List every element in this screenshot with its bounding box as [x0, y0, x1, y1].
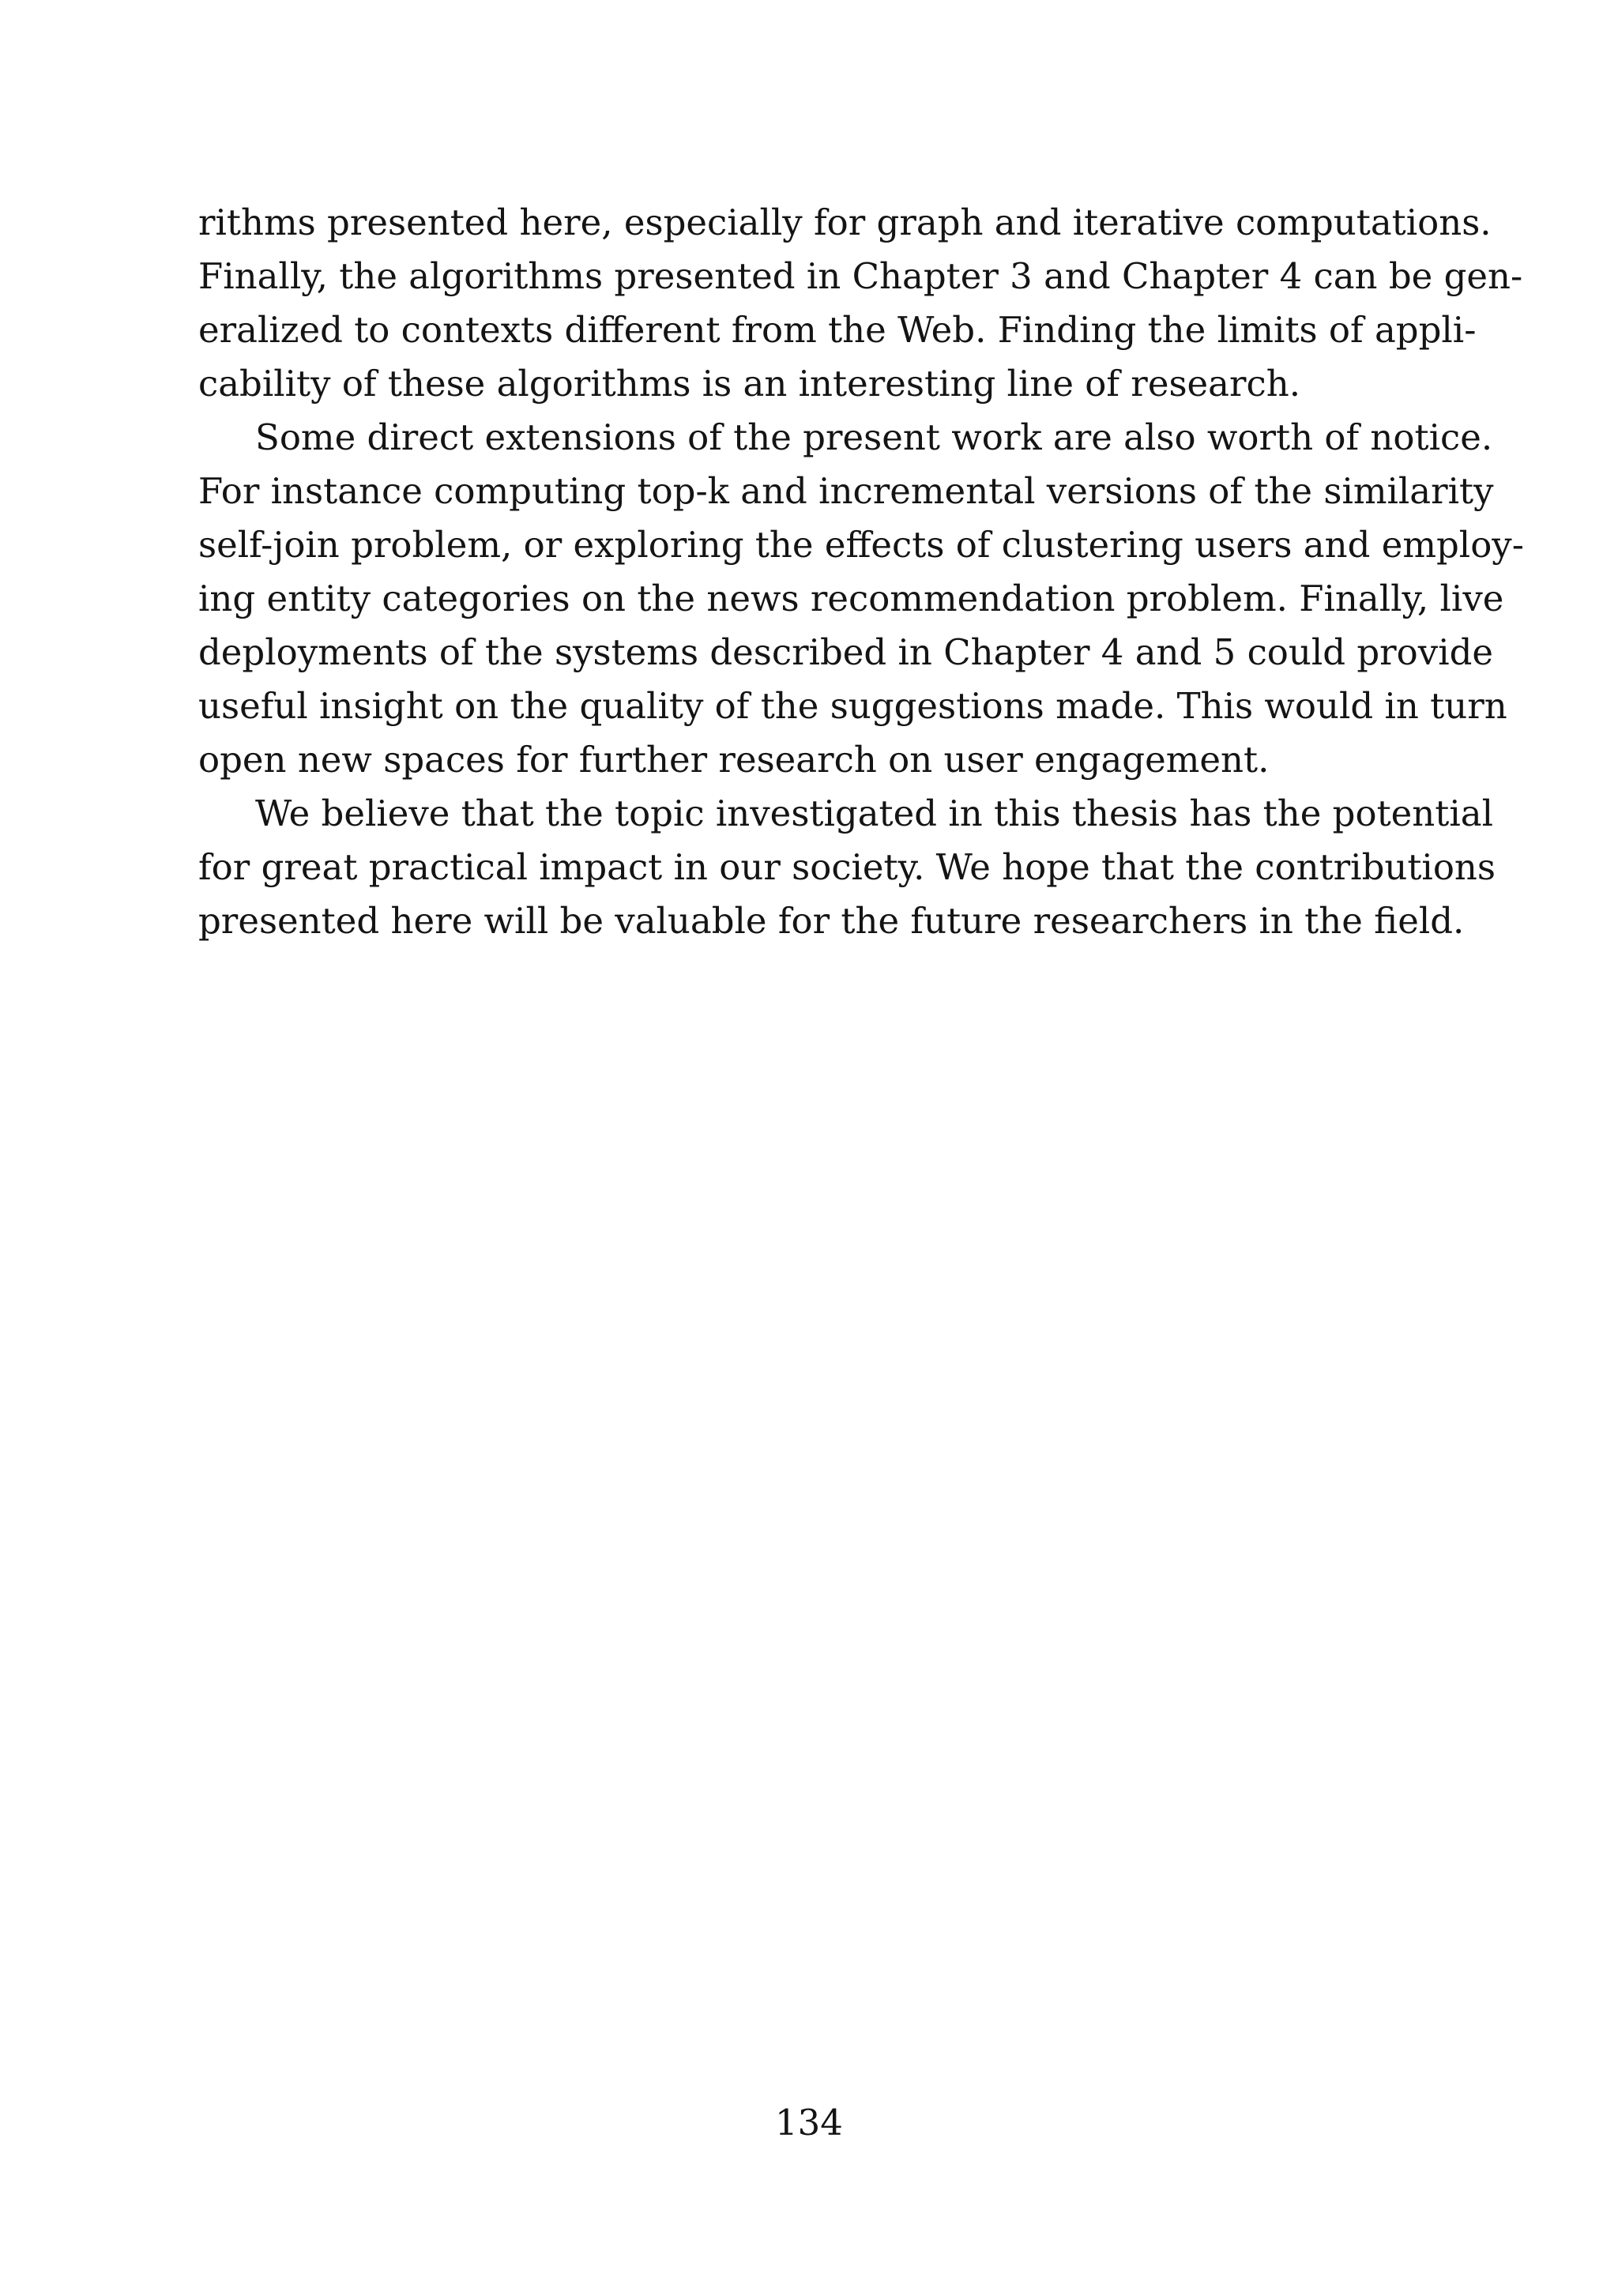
text-line: Finally, the algorithms presented in Chapter 3 and Chapter 4 can be gen- — [198, 255, 1523, 297]
text-line: open new spaces for further research on user engagement. — [198, 739, 1270, 781]
text-line: self-join problem, or exploring the effects of clustering users and employ- — [198, 524, 1524, 566]
text-line: ing entity categories on the news recommendation problem. Finally, live — [198, 578, 1504, 619]
text-line: useful insight on the quality of the suggestions made. This would in turn — [198, 685, 1507, 727]
text-line: deployments of the systems described in Chapter 4 and 5 could provide — [198, 631, 1494, 673]
text-line: rithms presented here, especially for graph and iterative computations. — [198, 201, 1492, 243]
text-line: for great practical impact in our society. We hope that the contributions — [198, 846, 1496, 888]
paragraph-2 — [198, 411, 1524, 787]
page-number: 134 — [775, 2102, 843, 2144]
paragraph-1 — [198, 196, 1523, 411]
text-line: We believe that the topic investigated in this thesis has the potential — [255, 792, 1493, 834]
text-line: presented here will be valuable for the future researchers in the field. — [198, 900, 1465, 942]
text-line: cability of these algorithms is an interesting line of research. — [198, 363, 1300, 405]
text-line: eralized to contexts different from the Web. Finding the limits of appli- — [198, 309, 1477, 351]
body-text — [198, 196, 1524, 948]
paragraph-3 — [198, 787, 1496, 948]
text-line: Some direct extensions of the present work are also worth of notice. — [255, 416, 1493, 458]
text-line: For instance computing top-k and incremental versions of the similarity — [198, 470, 1494, 512]
